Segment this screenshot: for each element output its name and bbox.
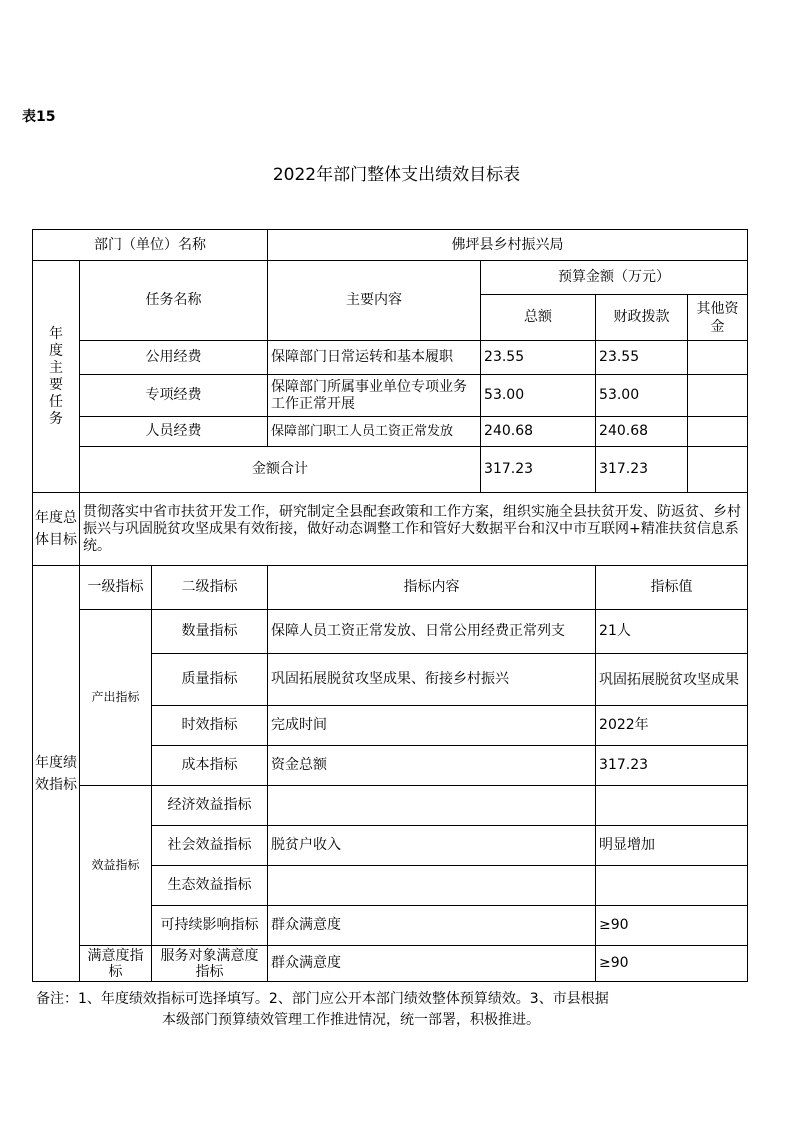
table-row [33,946,748,982]
indicator-value [596,786,748,826]
sum-other [688,447,748,493]
indicator-value: ≥90 [596,946,748,982]
indicator-name: 服务对象满意度指标 [152,946,268,982]
indicators-section-label: 年度绩效指标 [33,566,80,982]
task-content: 保障部门所属事业单位专项业务工作正常开展 [268,375,481,417]
level2-header: 二级指标 [152,566,268,610]
satisfaction-indicator-label: 满意度指标 [80,946,152,982]
task-name: 专项经费 [80,375,268,417]
indicator-value: 2022年 [596,706,748,746]
indicator-content: 保障人员工资正常发放、日常公用经费正常列支 [268,610,596,654]
table-row [33,610,748,654]
indicator-content: 完成时间 [268,706,596,746]
indicator-name: 社会效益指标 [152,826,268,866]
task-content: 保障部门日常运转和基本履职 [268,341,481,375]
page-title: 2022年部门整体支出绩效目标表 [272,165,521,185]
sum-total: 317.23 [481,447,596,493]
table-row [33,341,748,375]
output-indicator-label: 产出指标 [80,610,152,786]
indicator-name: 经济效益指标 [152,786,268,826]
task-other [688,341,748,375]
sum-label: 金额合计 [80,447,481,493]
task-name: 人员经费 [80,417,268,447]
indicator-value: 21人 [596,610,748,654]
dept-name: 佛坪县乡村振兴局 [268,230,748,261]
table-row [33,786,748,826]
indicator-content: 群众满意度 [268,906,596,946]
indicator-name: 质量指标 [152,654,268,706]
other-funds-header: 其他资金 [688,295,748,341]
footnote-line-2: 本级部门预算绩效管理工作推进情况，统一部署，积极推进。 [162,1012,540,1028]
indicator-content: 群众满意度 [268,946,596,982]
indicator-content: 巩固拓展脱贫攻坚成果、衔接乡村振兴 [268,654,596,706]
indicator-name: 时效指标 [152,706,268,746]
task-fiscal: 23.55 [596,341,688,375]
annual-target-label: 年度总体目标 [33,493,80,566]
indicator-value: 317.23 [596,746,748,786]
table-row [33,375,748,417]
sum-fiscal: 317.23 [596,447,688,493]
table-number: 表15 [22,109,56,125]
task-other [688,417,748,447]
task-name-header: 任务名称 [80,261,268,341]
indicator-name: 成本指标 [152,746,268,786]
indicator-name: 生态效益指标 [152,866,268,906]
task-content: 保障部门职工人员工资正常发放 [268,417,481,447]
indicator-value [596,866,748,906]
indicator-value: 巩固拓展脱贫攻坚成果 [596,654,748,706]
task-total: 240.68 [481,417,596,447]
indicator-content [268,786,596,826]
indicator-value: 明显增加 [596,826,748,866]
indicator-name: 数量指标 [152,610,268,654]
indicator-content [268,866,596,906]
footnote [36,989,609,1031]
budget-header: 预算金额（万元） [481,261,748,295]
fiscal-header: 财政拨款 [596,295,688,341]
table-row [33,417,748,447]
indicator-name: 可持续影响指标 [152,906,268,946]
task-name: 公用经费 [80,341,268,375]
task-total: 23.55 [481,341,596,375]
total-header: 总额 [481,295,596,341]
task-fiscal: 240.68 [596,417,688,447]
level1-header: 一级指标 [80,566,152,610]
indicator-content: 脱贫户收入 [268,826,596,866]
indicator-value: ≥90 [596,906,748,946]
annual-target-text: 贯彻落实中省市扶贫开发工作，研究制定全县配套政策和工作方案，组织实施全县扶贫开发、防返贫、乡村振兴与巩固脱贫攻坚成果有效衔接，做好动态调整工作和管好大数据平台和汉中市互联网+精准扶贫信息系统。 [80,493,748,566]
indicator-content-header: 指标内容 [268,566,596,610]
task-content-header: 主要内容 [268,261,481,341]
task-total: 53.00 [481,375,596,417]
task-other [688,375,748,417]
benefit-indicator-label: 效益指标 [80,786,152,946]
footnote-line-1: 备注：1、年度绩效指标可选择填写。2、部门应公开本部门绩效整体预算绩效。3、市县根据 [36,991,609,1007]
dept-label: 部门（单位）名称 [33,230,268,261]
task-fiscal: 53.00 [596,375,688,417]
performance-table [32,229,748,982]
indicator-content: 资金总额 [268,746,596,786]
tasks-section-label: 年度主要任务 [33,261,80,493]
indicator-value-header: 指标值 [596,566,748,610]
